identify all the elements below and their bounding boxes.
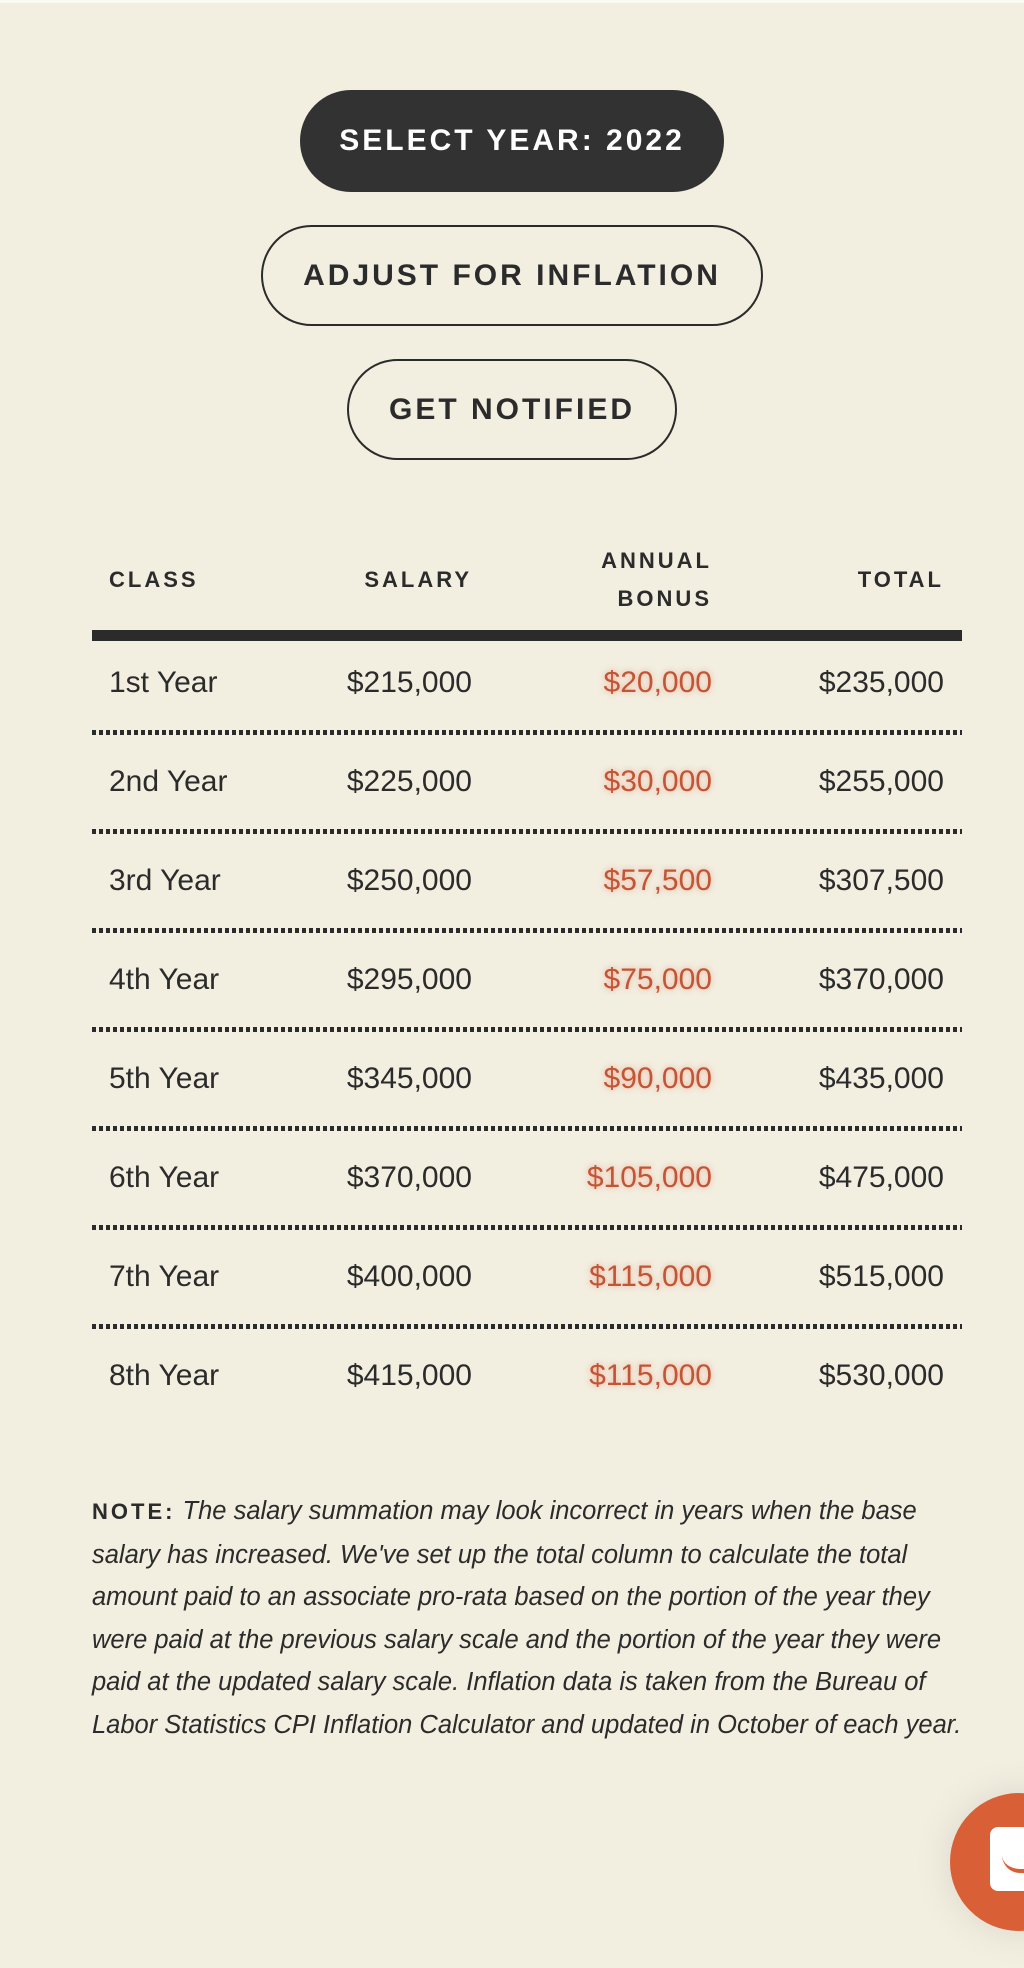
header-bonus-line2: BONUS [617,586,712,611]
row-divider [92,1027,962,1032]
table-header [92,530,962,630]
cell-bonus: $115,000 [589,1260,712,1293]
row-divider [92,829,962,834]
cell-class: 4th Year [109,963,220,996]
cell-bonus: $105,000 [586,1161,712,1194]
cell-total: $515,000 [818,1260,944,1293]
cell-class: 1st Year [109,666,218,699]
chat-widget-button[interactable] [950,1793,1024,1931]
cell-class: 8th Year [109,1359,220,1392]
cell-class: 5th Year [109,1062,220,1095]
cell-total: $235,000 [818,666,944,699]
table-row [92,1136,962,1220]
table-row [92,1235,962,1319]
cell-bonus: $115,000 [589,1359,712,1392]
cell-salary: $400,000 [346,1260,472,1293]
row-divider [92,1126,962,1131]
cell-class: 3rd Year [109,864,221,897]
select-year-button[interactable]: SELECT YEAR: 2022 [300,90,724,192]
table-row [92,1334,962,1418]
cell-total: $475,000 [818,1161,944,1194]
note-label: NOTE: [92,1499,176,1524]
table-row [92,839,962,923]
header-total: TOTAL [857,567,944,592]
cell-total: $370,000 [818,963,944,996]
table-row [92,740,962,824]
header-bonus-line1: ANNUAL [601,548,712,573]
cell-bonus: $57,500 [603,864,712,897]
cell-bonus: $90,000 [603,1062,712,1095]
table-row [92,1037,962,1121]
cell-salary: $225,000 [346,765,472,798]
table-row [92,641,962,725]
chat-bubble-icon [990,1827,1024,1891]
cell-total: $435,000 [818,1062,944,1095]
salary-table [92,530,962,1418]
cell-total: $530,000 [818,1359,944,1392]
cell-bonus: $20,000 [603,666,712,699]
chat-smile-icon [1002,1855,1024,1873]
note-paragraph [92,1490,962,1746]
row-divider [92,730,962,735]
cell-salary: $250,000 [346,864,472,897]
header-salary: SALARY [364,567,472,592]
cell-salary: $370,000 [346,1161,472,1194]
cell-total: $307,500 [818,864,944,897]
cell-salary: $345,000 [346,1062,472,1095]
cell-total: $255,000 [818,765,944,798]
get-notified-button[interactable]: GET NOTIFIED [347,359,677,460]
cell-bonus: $75,000 [603,963,712,996]
cell-salary: $415,000 [346,1359,472,1392]
cell-class: 6th Year [109,1161,220,1194]
header-divider [92,630,962,641]
cell-class: 7th Year [109,1260,220,1293]
row-divider [92,1225,962,1230]
table-body [92,641,962,1418]
table-row [92,938,962,1022]
top-edge [0,0,1024,3]
row-divider [92,1324,962,1329]
row-divider [92,928,962,933]
cell-salary: $295,000 [346,963,472,996]
cell-class: 2nd Year [109,765,228,798]
note-text: The salary summation may look incorrect in years when the base salary has increased. We've set up the total column to calculate the total amount paid to an associate pro-rata based on the portion of the year they were paid at the previous salary scale and the portion of the year they were paid at the updated salary scale. Inflation data is taken from the Bureau of Labor Statistics CPI Inflation Calculator and updated in October of each year. [92,1497,962,1739]
cell-bonus: $30,000 [603,765,712,798]
adjust-for-inflation-button[interactable]: ADJUST FOR INFLATION [261,225,763,326]
header-annual-bonus [472,542,712,618]
cell-salary: $215,000 [346,666,472,699]
header-class: CLASS [109,567,199,592]
